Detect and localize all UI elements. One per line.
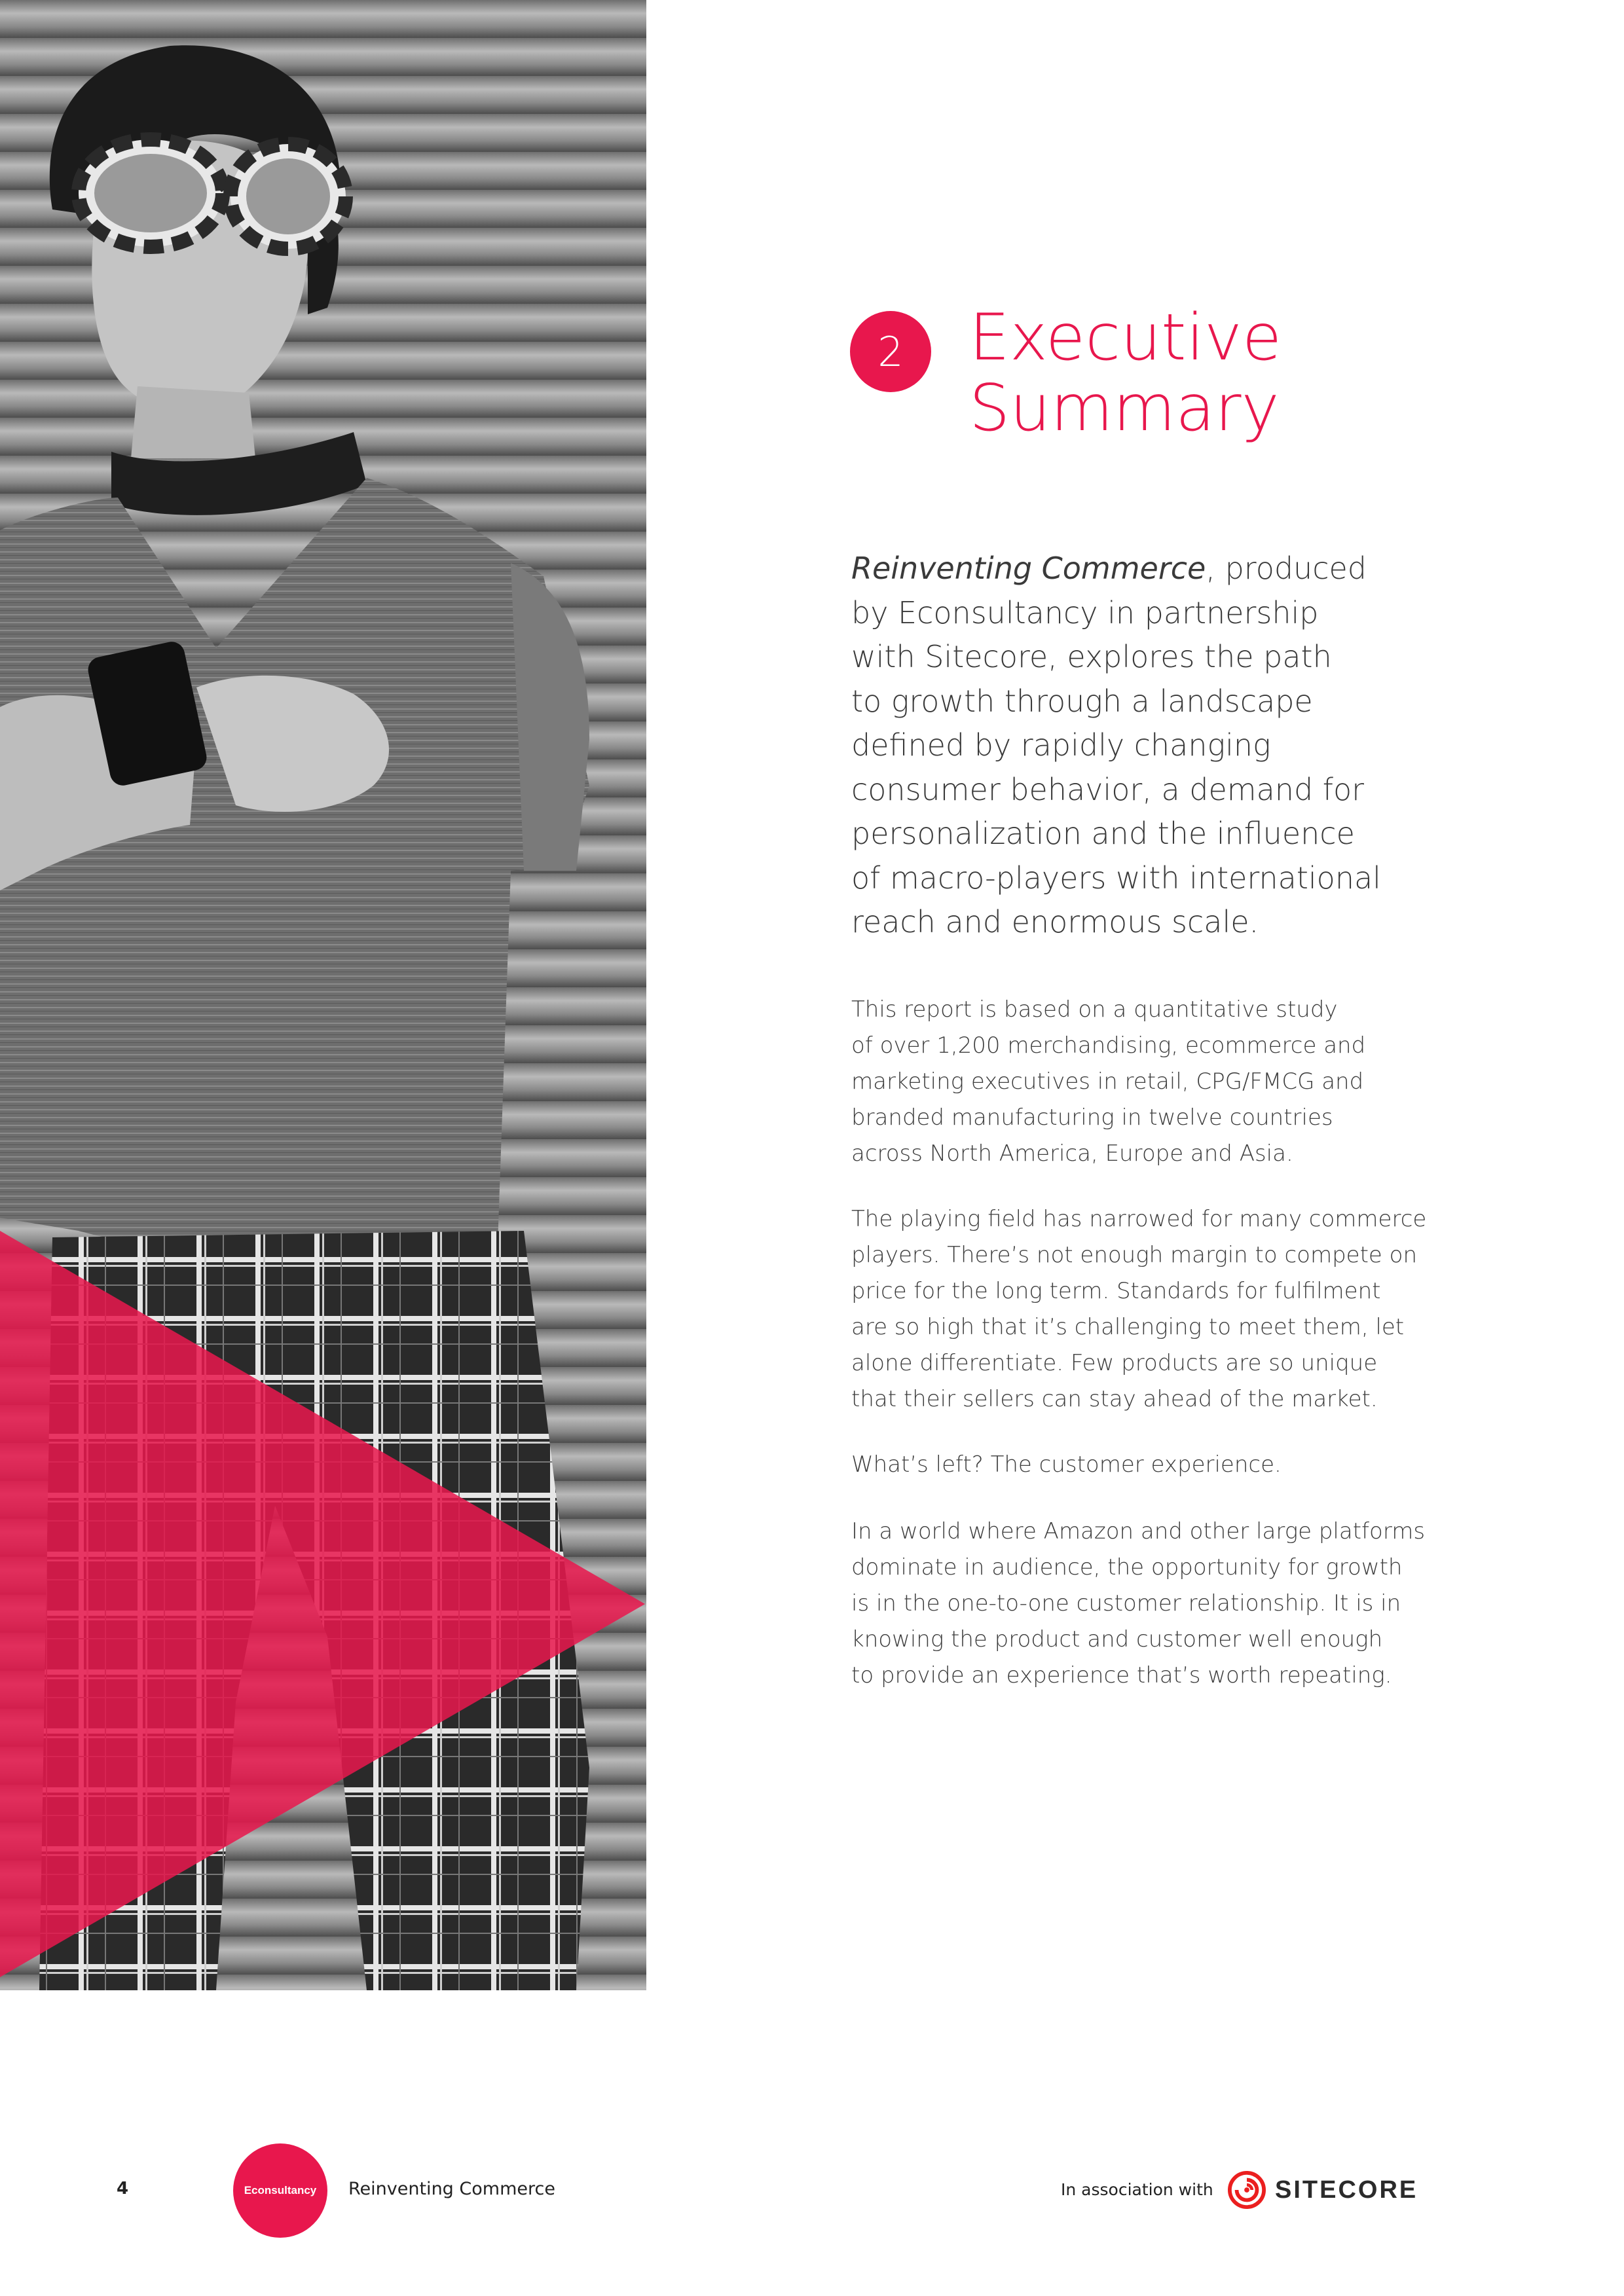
body-line: dominate in audience, the opportunity for growth: [851, 1554, 1403, 1580]
lead-line: personalization and the influence: [851, 816, 1355, 851]
lead-line: [851, 547, 1428, 591]
body-line: What’s left? The customer experience.: [851, 1451, 1282, 1478]
brand-logo-text: Econsultancy: [244, 2184, 317, 2196]
lead-line: of macro-players with international: [851, 860, 1381, 896]
body-paragraph-4: [851, 1514, 1441, 1694]
association-text: In association with: [1061, 2180, 1213, 2199]
hero-photo: [0, 0, 646, 1990]
page-number: 4: [117, 2179, 129, 2198]
section-number-badge: 2: [850, 311, 931, 392]
body-paragraph-3: [851, 1447, 1441, 1483]
sitecore-logo-mark-icon: [1228, 2171, 1266, 2209]
section-title: [969, 302, 1493, 444]
body-paragraph-2: [851, 1201, 1441, 1417]
body-line: branded manufacturing in twelve countries: [851, 1104, 1333, 1131]
body-line: is in the one-to-one customer relationship. It is in: [851, 1590, 1401, 1616]
body-paragraph-1: [851, 992, 1441, 1172]
lead-paragraph: [851, 547, 1428, 945]
lead-line: consumer behavior, a demand for: [851, 771, 1365, 807]
body-line: alone differentiate. Few products are so unique: [851, 1350, 1378, 1376]
t-shirt: [0, 478, 589, 1257]
footer-publication-title: Reinventing Commerce: [348, 2179, 555, 2199]
body-line: are so high that it’s challenging to meet them, let: [851, 1314, 1405, 1340]
report-title-italic: Reinventing Commerce: [851, 551, 1206, 586]
body-line: price for the long term. Standards for fulfilment: [851, 1278, 1381, 1304]
lead-line: defined by rapidly changing: [851, 727, 1271, 763]
body-line: players. There’s not enough margin to compete on: [851, 1242, 1417, 1268]
body-line: This report is based on a quantitative study: [851, 996, 1338, 1023]
body-line: that their sellers can stay ahead of the market.: [851, 1386, 1378, 1412]
section-title-line-2: Summary: [969, 371, 1280, 446]
body-line: across North America, Europe and Asia.: [851, 1140, 1293, 1167]
lead-line: reach and enormous scale.: [851, 904, 1259, 939]
lead-line: with Sitecore, explores the path: [851, 639, 1332, 674]
partner-name: SITECORE: [1275, 2176, 1418, 2204]
body-line: The playing field has narrowed for many commerce: [851, 1206, 1427, 1232]
body-line: In a world where Amazon and other large platforms: [851, 1518, 1426, 1544]
sitecore-logo: [1228, 2167, 1418, 2213]
lead-line-text: , produced: [1206, 551, 1367, 586]
body-line: of over 1,200 merchandising, ecommerce and: [851, 1032, 1366, 1059]
econsultancy-logo: [233, 2143, 327, 2238]
body-line: knowing the product and customer well enough: [851, 1626, 1383, 1652]
body-line: marketing executives in retail, CPG/FMCG and: [851, 1068, 1364, 1095]
section-title-line-1: Executive: [969, 301, 1282, 375]
lead-line: to growth through a landscape: [851, 683, 1313, 719]
body-line: to provide an experience that’s worth repeating.: [851, 1662, 1392, 1688]
lead-line: by Econsultancy in partnership: [851, 594, 1319, 630]
